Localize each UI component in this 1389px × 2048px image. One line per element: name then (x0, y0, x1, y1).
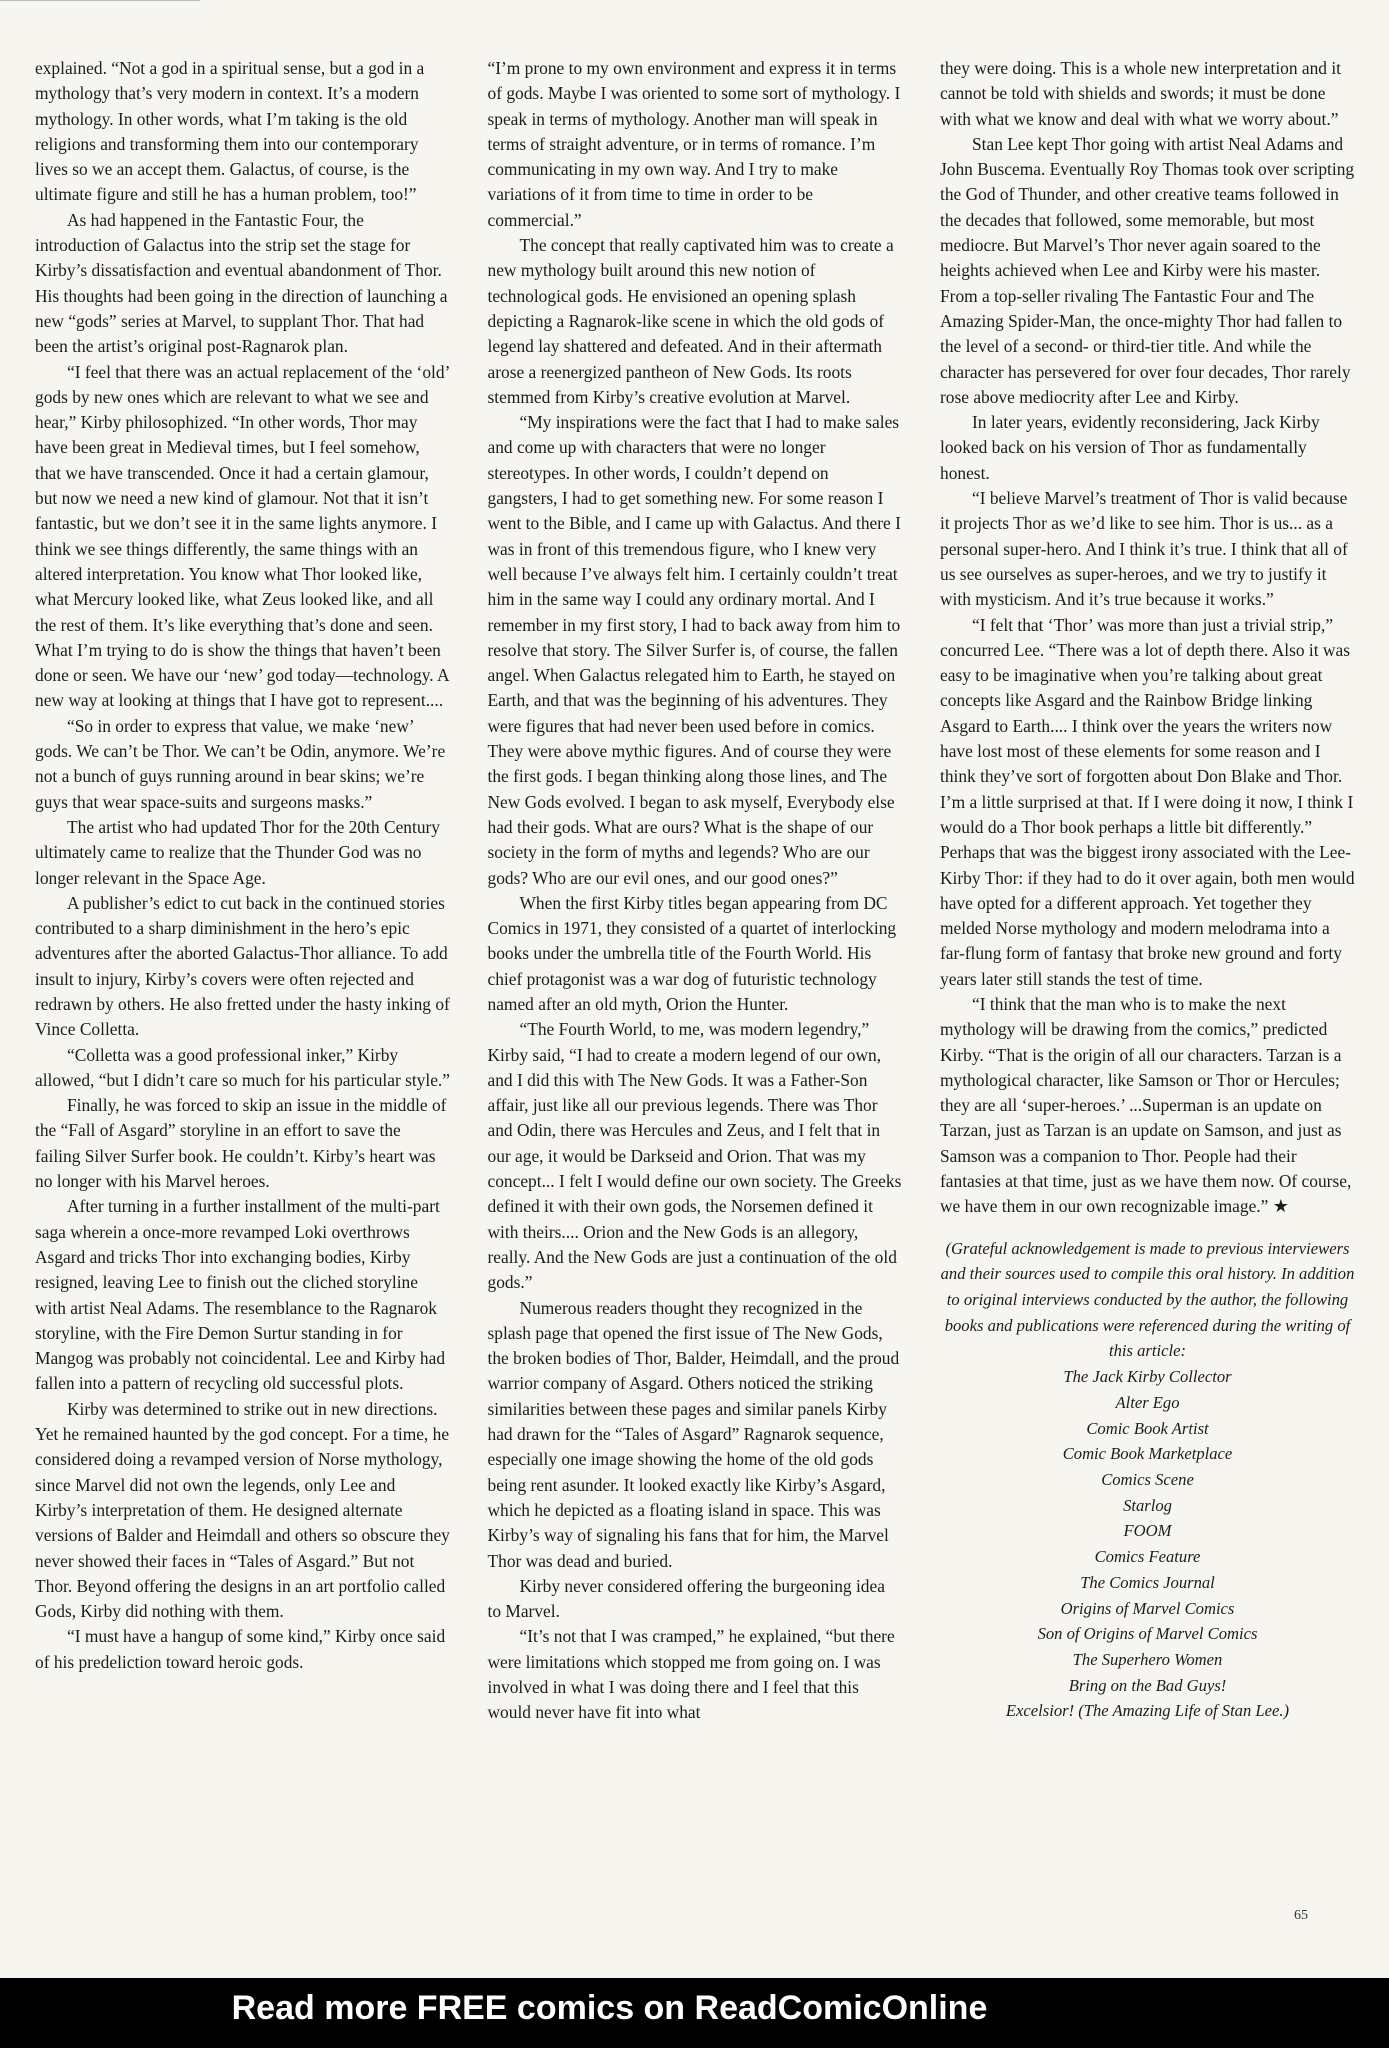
source-title: Son of Origins of Marvel Comics (1037, 1624, 1258, 1644)
source-title: Excelsior! (The Amazing Life of Stan Lee.) (1005, 1701, 1290, 1721)
acknowledgements (940, 1236, 1355, 1724)
paragraph: they were doing. This is a whole new interpretation and it cannot be told with shields and swords; it must be done with what we know and deal with what we worry about.” (940, 58, 1342, 129)
promo-banner-text[interactable]: Read more FREE comics on ReadComicOnline (231, 1989, 988, 2027)
paragraph: “My inspirations were the fact that I had to make sales and come up with characters that were no longer stereotypes. In other words, I couldn’t depend on gangsters, I had to get something new. For some reason I went to the Bible, and I came up with Galactus. And there I was in front of this tremendous figure, who I knew very well because I’ve always felt him. I certainly couldn’t treat him in the same way I could any ordinary mortal. And I remember in my first story, I had to back away from him to resolve that story. The Silver Surfer is, of course, the fallen angel. When Galactus relegated him to Earth, he stayed on Earth, and that was the beginning of his adventures. They were figures that had never been used before in comics. They were above mythic figures. And of course they were the first gods. I began thinking along those lines, and The New Gods evolved. I began to ask myself, Everybody else had their gods. What are ours? What is the shape of our society in the form of myths and legends? Who are our gods? Who are our evil ones, and our good ones?” (487, 412, 901, 888)
paragraph: Numerous readers thought they recognized in the splash page that opened the first issue of The New Gods, the broken bodies of Thor, Balder, Heimdall, and the proud warrior company of Asgard. Others noticed the striking similarities between these pages and similar panels Kirby had drawn for the “Tales of Asgard” Ragnarok sequence, especially one image showing the home of the old gods being rent asunder. It looked exactly like Kirby’s Asgard, which he depicted as a floating island in space. This was Kirby’s way of signaling his fans that for him, the Marvel Thor was dead and buried. (487, 1297, 900, 1571)
paragraph: After turning in a further installment of the multi-part saga wherein a once-more revamped Loki overthrows Asgard and tricks Thor into exchanging bodies, Kirby resigned, leaving Lee to finish out the cliched storyline with artist Neal Adams. The resemblance to the Ragnarok storyline, with the Fire Demon Surtur standing in for Mangog was probably not coincidental. Lee and Kirby had fallen into a pattern of recycling old successful plots. (35, 1196, 446, 1394)
paragraph: “Colletta was a good professional inker,” Kirby allowed, “but I didn’t care so much for his particular style.” (35, 1044, 450, 1090)
closing-paragraph (940, 992, 1355, 1220)
paragraph: “I must have a hangup of some kind,” Kirby once said of his predeliction toward heroic gods. (35, 1626, 446, 1672)
source-title: Comic Book Artist (1086, 1418, 1209, 1438)
paragraph: “It’s not that I was cramped,” he explained, “but there were limitations which stopped me from going on. I was involved in what I was doing there and I feel that this would never have fit into what (487, 1626, 895, 1723)
source-title: The Jack Kirby Collector (1063, 1367, 1232, 1387)
paragraph: A publisher’s edict to cut back in the continued stories contributed to a sharp diminishment in the hero’s epic adventures after the aborted Galactus-Thor alliance. To add insult to injury, Kirby’s covers were often rejected and redrawn by others. He also fretted under the hasty inking of Vince Colletta. (35, 892, 450, 1040)
page-number: 65 (1294, 1908, 1308, 1923)
article-body (35, 56, 1355, 1726)
text-column-2 (488, 56, 903, 1726)
source-title: The Comics Journal (1080, 1572, 1215, 1592)
source-title: Comic Book Marketplace (1062, 1444, 1233, 1464)
source-title: Starlog (1123, 1495, 1172, 1515)
paragraph: Finally, he was forced to skip an issue in the middle of the “Fall of Asgard” storyline in an effort to save the failing Silver Surfer book. He couldn’t. Kirby’s heart was no longer with his Marvel heroes. (35, 1095, 447, 1192)
paragraph: explained. “Not a god in a spiritual sense, but a god in a mythology that’s very modern in context. It’s a modern mythology. In other words, what I’m taking is the old religions and transforming them into our contemporary lives so we an accept them. Galactus, of course, is the ultimate figure and still he has a human problem, too!” (35, 58, 425, 205)
paragraph: Stan Lee kept Thor going with artist Neal Adams and John Buscema. Eventually Roy Thomas took over scripting the God of Thunder, and other creative teams followed in the decades that followed, some memorable, but most mediocre. But Marvel’s Thor never again soared to the heights achieved when Lee and Kirby were his master. From a top-seller rivaling The Fantastic Four and The Amazing Spider-Man, the once-mighty Thor had fallen to the level of a second- or third-tier title. And while the character has persevered for over four decades, Thor rarely rose above mediocrity after Lee and Kirby. (940, 133, 1355, 407)
source-title: Comics Scene (1101, 1469, 1194, 1489)
source-title: The Superhero Women (1072, 1649, 1223, 1669)
paragraph: Kirby was determined to strike out in new directions. Yet he remained haunted by the god concept. For a time, he considered doing a revamped version of Norse mythology, since Marvel did not own the legends, only Lee and Kirby’s interpretation of them. He designed alternate versions of Balder and Heimdall and others so obscure they never showed their faces in “Tales of Asgard.” But not Thor. Beyond offering the designs in an art portfolio called Gods, Kirby did nothing with them. (35, 1398, 450, 1622)
paragraph: The artist who had updated Thor for the 20th Century ultimately came to realize that the Thunder God was no longer relevant in the Space Age. (35, 816, 441, 888)
acknowledgements-intro: (Grateful acknowledgement is made to previous interviewers and their sources used to compile this oral history. In addition to original interviews conducted by the author, the following books and publications were referenced during the writing of this article: (940, 1238, 1355, 1361)
crop-mark (0, 0, 200, 7)
star-icon: ★ (1272, 1196, 1289, 1217)
paragraph: “I feel that there was an actual replacement of the ‘old’ gods by new ones which are relevant to what we see and hear,” Kirby philosophized. “In other words, Thor may have been great in Medieval times, but I feel somehow, that we have transcended. Once it had a certain glamour, but now we need a new kind of glamour. Not that it isn’t fantastic, but we don’t see it in the same lights anymore. I think we see things differently, the same things with an altered interpretation. You know what Thor looked like, what Mercury looked like, what Zeus looked like, and all the rest of them. It’s like everything that’s done and seen. What I’m trying to do is show the things that haven’t been done or seen. We have our ‘new’ god today—technology. A new way at looking at things that I have got to represent.... (35, 361, 450, 711)
paragraph: “I believe Marvel’s treatment of Thor is valid because it projects Thor as we’d like to see him. Thor is us... as a personal super-hero. And I think it’s true. I think that all of us see ourselves as super-heroes, and we try to justify it with mysticism. And it’s true because it works.” (940, 488, 1348, 610)
paragraph: Kirby never considered offering the burgeoning idea to Marvel. (487, 1575, 885, 1622)
source-title: Origins of Marvel Comics (1060, 1598, 1235, 1618)
source-title: Alter Ego (1115, 1392, 1180, 1412)
sources-list (940, 1364, 1355, 1724)
paragraph: When the first Kirby titles began appearing from DC Comics in 1971, they consisted of a quartet of interlocking books under the umbrella title of the Fourth World. His chief protagonist was a war dog of futuristic technology named after an old myth, Orion the Hunter. (487, 892, 897, 1014)
column-3-paragraphs (940, 56, 1355, 1220)
paragraph: The concept that really captivated him was to create a new mythology built around this new notion of technological gods. He envisioned an opening splash depicting a Ragnarok-like scene in which the old gods of legend lay shattered and defeated. And in their aftermath arose a reenergized pantheon of New Gods. Its roots stemmed from Kirby’s creative evolution at Marvel. (487, 235, 894, 407)
paragraph: “I felt that ‘Thor’ was more than just a trivial strip,” concurred Lee. “There was a lot of depth there. Also it was easy to be imaginative when you’re talking about great concepts like Asgard and the Rainbow Bridge linking Asgard to Earth.... I think over the years the writers now have lost most of these elements for some reason and I think they’ve sort of forgotten about Don Blake and Thor. I’m a little surprised at that. If I were doing it now, I think I would do a Thor book perhaps a little bit differently.” Perhaps that was the biggest irony associated with the Lee-Kirby Thor: if they had to do it over again, both men would have opted for a different approach. Yet together they melded Norse mythology and modern melodrama into a far-flung form of fantasy that broke new ground and forty years later still stands the test of time. (940, 614, 1355, 989)
paragraph: As had happened in the Fantastic Four, the introduction of Galactus into the strip set the stage for Kirby’s dissatisfaction and eventual abandonment of Thor. His thoughts had been going in the direction of launching a new “gods” series at Marvel, to supplant Thor. That had been the artist’s original post-Ragnarok plan. (35, 209, 448, 357)
paragraph: “The Fourth World, to me, was modern legendry,” Kirby said, “I had to create a modern legend of our own, and I did this with The New Gods. It was a Father-Son affair, just like all our previous legends. There was Thor and Odin, there was Hercules and Zeus, and I felt that in our age, it would be Darkseid and Orion. That was my concept... I felt I would define our own society. The Greeks defined it with their own gods, the Norsemen defined it with theirs.... Orion and the New Gods is an allegory, really. And the New Gods are just a continuation of the old gods.” (487, 1019, 902, 1293)
text-column-1 (35, 56, 450, 1726)
source-title: FOOM (1123, 1521, 1172, 1541)
promo-banner[interactable] (0, 1978, 1389, 2048)
text-column-3 (940, 56, 1355, 1726)
paragraph: In later years, evidently reconsidering, Jack Kirby looked back on his version of Thor as fundamentally honest. (940, 412, 1320, 483)
paragraph: “I think that the man who is to make the next mythology will be drawing from the comics,” predicted Kirby. “That is the origin of all our characters. Tarzan is a mythological character, like Samson or Thor or Hercules; they are all ‘super-heroes.’ ...Superman is an update on Tarzan, just as Tarzan is an update on Samson, and just as Samson was a companion to Thor. People had their fantasies at that time, just as we have them now. Of course, we have them in our own recognizable image.” (940, 993, 1352, 1217)
paragraph: “So in order to express that value, we make ‘new’ gods. We can’t be Thor. We can’t be Odin, anymore. We’re not a bunch of guys running around in bear skins; we’re guys that wear space-suits and surgeons masks.” (35, 715, 446, 812)
source-title: Bring on the Bad Guys! (1068, 1675, 1227, 1695)
paragraph: “I’m prone to my own environment and express it in terms of gods. Maybe I was oriented to some sort of mythology. I speak in terms of mythology. Another man will speak in terms of straight adventure, or in terms of romance. I’m communicating in my own way. And I try to make variations of it from time to time in order to be commercial.” (487, 58, 901, 230)
source-title: Comics Feature (1094, 1547, 1201, 1567)
